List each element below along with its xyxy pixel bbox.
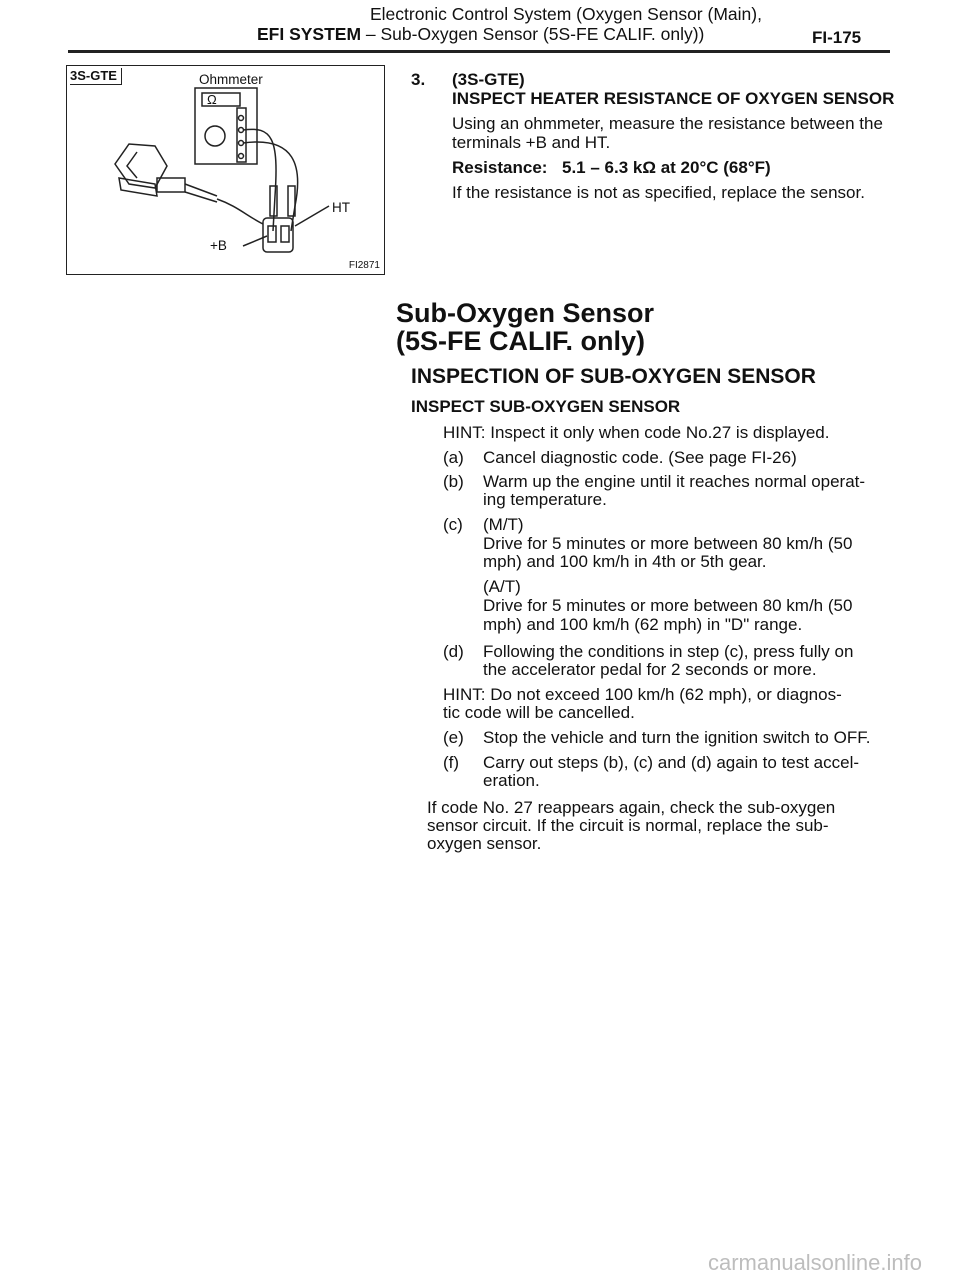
terminal-b-label: +B [210, 238, 227, 253]
item-d-label: (d) [443, 642, 464, 661]
terminal-ht-label: HT [332, 200, 350, 215]
header-subtitle: – Sub-Oxygen Sensor (5S-FE CALIF. only)) [361, 24, 705, 44]
header-title-line1: Electronic Control System (Oxygen Sensor (Main), [370, 4, 762, 24]
item-c-mt-line2: mph) and 100 km/h in 4th or 5th gear. [483, 552, 767, 571]
ohmmeter-body [195, 88, 257, 164]
engine-tag: 3S-GTE [70, 68, 122, 85]
item-c-mt: (M/T) [483, 515, 524, 534]
section-subheading: INSPECT SUB-OXYGEN SENSOR [411, 397, 681, 416]
item-e-label: (e) [443, 728, 464, 747]
item-a-text: Cancel diagnostic code. (See page FI-26) [483, 448, 797, 467]
header-title-line2 [257, 24, 704, 45]
step-number: 3. [411, 70, 426, 89]
item-d-line1: Following the conditions in step (c), press fully on [483, 642, 854, 661]
ohmmeter-label: Ohmmeter [199, 72, 263, 87]
step-replace-note: If the resistance is not as specified, replace the sensor. [452, 183, 865, 202]
item-f-line2: eration. [483, 771, 540, 790]
item-a-label: (a) [443, 448, 464, 467]
section-title-line1: Sub-Oxygen Sensor [396, 298, 655, 328]
item-b-label: (b) [443, 472, 464, 491]
item-e-text: Stop the vehicle and turn the ignition switch to OFF. [483, 728, 871, 747]
item-c-label: (c) [443, 515, 463, 534]
watermark: carmanualsonline.info [707, 1250, 922, 1275]
hint-2-line1: HINT: Do not exceed 100 km/h (62 mph), or diagnos- [443, 685, 842, 704]
step-body-line1: Using an ohmmeter, measure the resistance between the [452, 114, 883, 133]
step-title: INSPECT HEATER RESISTANCE OF OXYGEN SENSOR [452, 89, 895, 108]
item-f-line1: Carry out steps (b), (c) and (d) again to test accel- [483, 753, 860, 772]
header-divider [68, 50, 890, 53]
final-note-line1: If code No. 27 reappears again, check the sub-oxygen [427, 798, 836, 817]
figure-id: FI2871 [348, 260, 380, 271]
hint-1: HINT: Inspect it only when code No.27 is displayed. [443, 423, 830, 442]
resistance-label: Resistance: [452, 158, 548, 177]
resistance-value: 5.1 – 6.3 kΩ at 20°C (68°F) [562, 158, 771, 177]
item-c-at-line1: Drive for 5 minutes or more between 80 km/h (50 [483, 596, 853, 615]
header-system: EFI SYSTEM [257, 24, 362, 44]
item-c-at-line2: mph) and 100 km/h (62 mph) in "D" range. [483, 615, 803, 634]
item-b-line1: Warm up the engine until it reaches normal operat- [483, 472, 866, 491]
ohmmeter-figure [66, 65, 385, 275]
final-note-line2: sensor circuit. If the circuit is normal, replace the sub- [427, 816, 829, 835]
step-body-line2: terminals +B and HT. [452, 133, 611, 152]
item-d-line2: the accelerator pedal for 2 seconds or more. [483, 660, 817, 679]
item-c-at: (A/T) [483, 577, 521, 596]
section-title-line2: (5S-FE CALIF. only) [396, 326, 645, 356]
step-engine: (3S-GTE) [452, 70, 525, 89]
hint-2-line2: tic code will be cancelled. [443, 703, 635, 722]
section-subtitle: INSPECTION OF SUB-OXYGEN SENSOR [411, 365, 816, 388]
page-number: FI-175 [812, 28, 862, 47]
item-c-mt-line1: Drive for 5 minutes or more between 80 km/h (50 [483, 534, 853, 553]
final-note-line3: oxygen sensor. [427, 834, 542, 853]
ohm-symbol: Ω [207, 92, 217, 107]
item-b-line2: ing temperature. [483, 490, 607, 509]
item-f-label: (f) [443, 753, 460, 772]
